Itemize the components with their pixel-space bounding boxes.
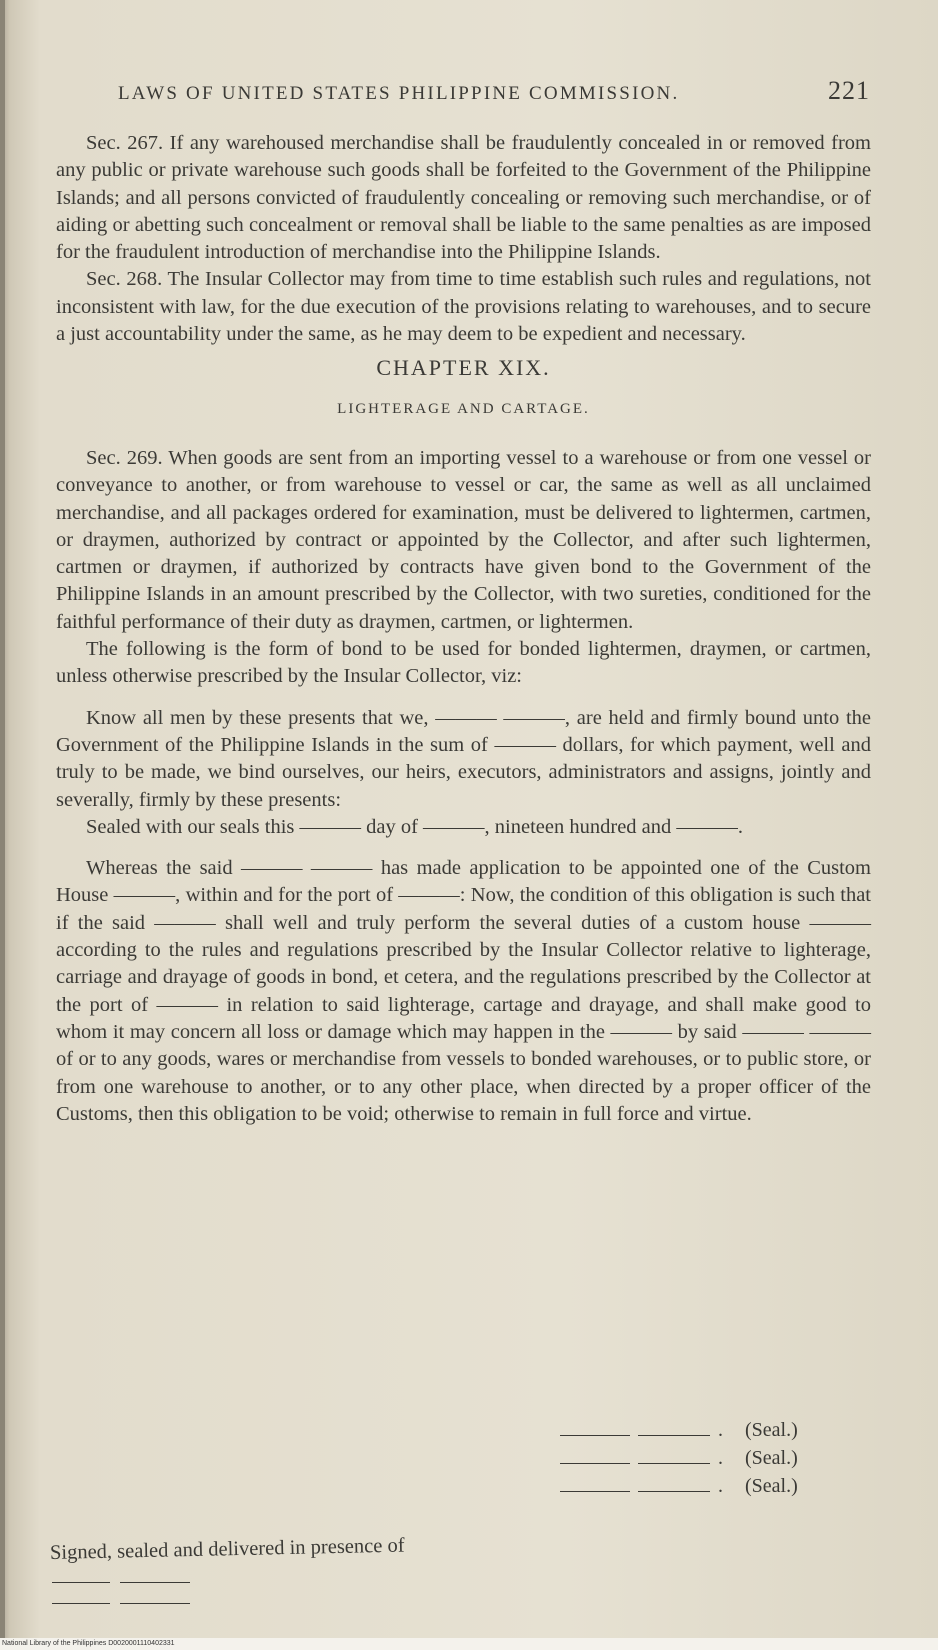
bond-form-intro: The following is the form of bond to be used for bonded lightermen, draymen, or cartmen, unless otherwise prescribed by the Insular Collector, viz: — [56, 638, 871, 688]
signature-blank — [638, 1479, 710, 1492]
seal-period: . — [718, 1447, 723, 1469]
signature-blank — [560, 1451, 630, 1464]
seal-period: . — [718, 1475, 723, 1497]
bond-whereas: Whereas the said ——— ——— has made application to be appointed one of the Custom House ———, within and for the port of ———: Now, the condition of this obligation is such that if the said ——— shall well and truly perform the several duties of a custom house ——— according to the rules and regulations prescribed by the Insular Collector relative to lighterage, carriage and drayage of goods in bond, et cetera, and the regulations prescribed by the Collector at the port of ——— in relation to said lighterage, cartage and drayage, and shall make good to whom it may concern all loss or damage which may happen in the ——— by said ——— ——— of or to any goods, wares or merchandise from vessels to bonded warehouses, or to public store, or from one warehouse to another, or to any other place, when directed by a proper officer of the Customs, then this obligation to be void; otherwise to remain in full force and virtue. — [56, 857, 871, 1125]
running-title: LAWS OF UNITED STATES PHILIPPINE COMMISSION. — [118, 83, 680, 104]
seal-block — [560, 1416, 860, 1500]
signature-blank — [638, 1423, 710, 1436]
section-267: Sec. 267. If any warehoused merchandise shall be fraudulently concealed in or removed from any public or private warehouse such goods shall be forfeited to the Government of the Philippine Islands; and all persons convicted of fraudulently concealing or removing such merchandise, or of aiding or abetting such concealment or removal shall be liable to the same penalties as are imposed for the fraudulent introduction of merchandise into the Philippine Islands. — [56, 132, 871, 264]
signed-sealed-delivered: Signed, sealed and delivered in presence of — [49, 1534, 405, 1564]
witness-line-2 — [52, 1603, 190, 1604]
scan-footer: National Library of the Philippines D0020001110402331 — [0, 1638, 938, 1650]
seal-line-2 — [560, 1444, 860, 1472]
signature-blank — [638, 1451, 710, 1464]
witness-lines — [52, 1582, 190, 1624]
section-269: Sec. 269. When goods are sent from an importing vessel to a warehouse or from one vessel or conveyance to another, or from warehouse to vessel or car, the same as well as all unclaimed merchandise, and all packages ordered for examination, must be delivered to lightermen, cartmen, or draymen, authorized by contract or appointed by the Collector, and after such lightermen, cartmen or draymen, if authorized by contracts have given bond to the Government of the Philippine Islands in an amount prescribed by the Collector, with two sureties, conditioned for the faithful performance of their duty as draymen, cartmen, or lightermen. — [56, 446, 871, 633]
chapter-title: CHAPTER XIX. — [376, 355, 551, 381]
seal-label: (Seal.) — [745, 1419, 798, 1441]
page-binding-edge — [0, 0, 5, 1650]
signature-blank — [560, 1423, 630, 1436]
running-header — [118, 76, 870, 106]
bond-sealed: Sealed with our seals this ——— day of ———, nineteen hundred and ———. — [86, 815, 744, 838]
seal-period: . — [718, 1419, 723, 1441]
page-number: 221 — [828, 76, 870, 105]
bond-know-all: Know all men by these presents that we, ——— ———, are held and firmly bound unto the Government of the Philippine Islands in the sum of ——— dollars, for which payment, well and truly to be made, we bind ourselves, our heirs, executors, administrators and assigns, jointly and severally, firmly by these presents: — [56, 706, 871, 811]
chapter-subtitle: LIGHTERAGE AND CARTAGE. — [337, 400, 590, 417]
witness-line-1 — [52, 1582, 190, 1583]
seal-line-1 — [560, 1416, 860, 1444]
seal-label: (Seal.) — [745, 1475, 798, 1497]
seal-line-3 — [560, 1472, 860, 1500]
signature-blank — [560, 1479, 630, 1492]
page-body — [56, 130, 871, 1128]
seal-label: (Seal.) — [745, 1447, 798, 1469]
section-268: Sec. 268. The Insular Collector may from time to time establish such rules and regulations, not inconsistent with law, for the due execution of the provisions relating to warehouses, and to secure a just accountability under the same, as he may deem to be expedient and necessary. — [56, 268, 871, 346]
